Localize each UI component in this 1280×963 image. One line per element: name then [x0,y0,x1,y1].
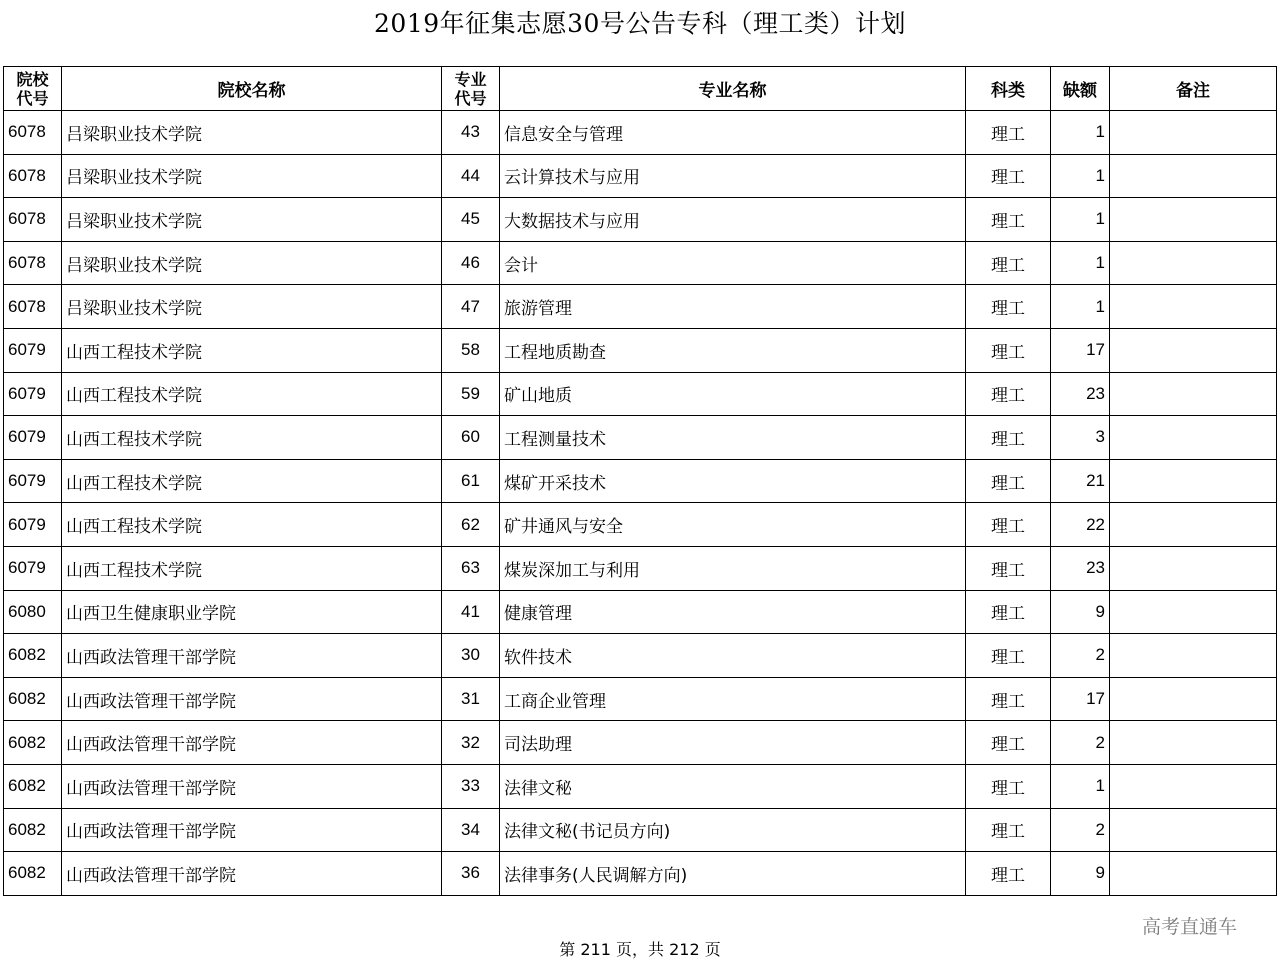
cell-school-code: 6079 [4,503,62,547]
cell-major-name: 信息安全与管理 [500,111,966,155]
watermark-text: 高考直通车 [1142,916,1238,938]
cell-major-code: 58 [442,328,500,372]
cell-major-code: 32 [442,721,500,765]
cell-category: 理工 [966,285,1051,329]
cell-major-name: 法律事务(人民调解方向) [500,852,966,896]
cell-school-code: 6082 [4,634,62,678]
table-row [4,852,1277,896]
cell-remarks [1110,764,1277,808]
cell-remarks [1110,416,1277,460]
cell-school-code: 6078 [4,111,62,155]
cell-major-name: 矿山地质 [500,372,966,416]
cell-quota: 1 [1051,285,1110,329]
cell-school-code: 6078 [4,241,62,285]
cell-major-name: 旅游管理 [500,285,966,329]
table-row [4,721,1277,765]
cell-school-code: 6080 [4,590,62,634]
cell-quota: 9 [1051,852,1110,896]
cell-quota: 2 [1051,808,1110,852]
header-school-name: 院校名称 [62,67,442,111]
page-title: 2019年征集志愿30号公告专科（理工类）计划 [374,9,906,38]
table-row [4,111,1277,155]
cell-remarks [1110,154,1277,198]
enrollment-plan-table [3,66,1277,896]
cell-category: 理工 [966,111,1051,155]
table-row [4,198,1277,242]
cell-school-name: 吕梁职业技术学院 [62,285,442,329]
cell-major-code: 41 [442,590,500,634]
cell-remarks [1110,328,1277,372]
cell-school-name: 吕梁职业技术学院 [62,154,442,198]
cell-major-name: 工商企业管理 [500,677,966,721]
cell-quota: 1 [1051,198,1110,242]
cell-school-name: 山西卫生健康职业学院 [62,590,442,634]
cell-category: 理工 [966,328,1051,372]
cell-school-code: 6078 [4,198,62,242]
cell-category: 理工 [966,721,1051,765]
cell-major-name: 煤炭深加工与利用 [500,546,966,590]
header-major-code: 专业 代号 [442,67,500,111]
cell-school-name: 山西政法管理干部学院 [62,852,442,896]
cell-remarks [1110,198,1277,242]
cell-quota: 1 [1051,764,1110,808]
header-quota: 缺额 [1051,67,1110,111]
cell-major-name: 会计 [500,241,966,285]
cell-major-code: 46 [442,241,500,285]
cell-category: 理工 [966,503,1051,547]
cell-quota: 17 [1051,328,1110,372]
table-row [4,590,1277,634]
cell-school-name: 山西政法管理干部学院 [62,634,442,678]
table-row [4,372,1277,416]
cell-school-code: 6079 [4,459,62,503]
cell-quota: 23 [1051,546,1110,590]
cell-major-code: 43 [442,111,500,155]
cell-school-name: 山西政法管理干部学院 [62,808,442,852]
cell-category: 理工 [966,372,1051,416]
table-row [4,764,1277,808]
cell-school-code: 6078 [4,285,62,329]
cell-major-code: 63 [442,546,500,590]
cell-major-code: 44 [442,154,500,198]
cell-school-code: 6079 [4,372,62,416]
cell-school-name: 山西工程技术学院 [62,503,442,547]
cell-major-name: 法律文秘(书记员方向) [500,808,966,852]
cell-major-code: 62 [442,503,500,547]
cell-category: 理工 [966,634,1051,678]
cell-quota: 2 [1051,634,1110,678]
cell-remarks [1110,590,1277,634]
table-row [4,328,1277,372]
cell-remarks [1110,677,1277,721]
cell-remarks [1110,852,1277,896]
header-remarks: 备注 [1110,67,1277,111]
cell-major-name: 司法助理 [500,721,966,765]
cell-school-name: 吕梁职业技术学院 [62,111,442,155]
cell-school-code: 6082 [4,852,62,896]
cell-category: 理工 [966,198,1051,242]
cell-remarks [1110,285,1277,329]
cell-school-code: 6079 [4,416,62,460]
cell-remarks [1110,503,1277,547]
cell-quota: 1 [1051,154,1110,198]
table-row [4,459,1277,503]
cell-remarks [1110,634,1277,678]
cell-school-code: 6082 [4,677,62,721]
cell-quota: 1 [1051,241,1110,285]
cell-major-code: 60 [442,416,500,460]
cell-school-code: 6078 [4,154,62,198]
cell-remarks [1110,546,1277,590]
cell-school-code: 6079 [4,546,62,590]
cell-school-code: 6082 [4,808,62,852]
cell-school-name: 吕梁职业技术学院 [62,198,442,242]
cell-school-name: 山西政法管理干部学院 [62,721,442,765]
cell-remarks [1110,241,1277,285]
cell-remarks [1110,372,1277,416]
cell-category: 理工 [966,546,1051,590]
cell-major-name: 工程测量技术 [500,416,966,460]
cell-remarks [1110,808,1277,852]
cell-remarks [1110,459,1277,503]
cell-major-name: 煤矿开采技术 [500,459,966,503]
cell-school-name: 山西工程技术学院 [62,328,442,372]
cell-major-code: 45 [442,198,500,242]
table-body [4,111,1277,896]
cell-category: 理工 [966,764,1051,808]
header-category: 科类 [966,67,1051,111]
cell-school-code: 6082 [4,721,62,765]
cell-major-code: 30 [442,634,500,678]
table-row [4,677,1277,721]
cell-major-name: 矿井通风与安全 [500,503,966,547]
cell-school-name: 山西工程技术学院 [62,416,442,460]
cell-major-name: 软件技术 [500,634,966,678]
cell-major-code: 33 [442,764,500,808]
header-school-code: 院校 代号 [4,67,62,111]
cell-category: 理工 [966,590,1051,634]
cell-category: 理工 [966,808,1051,852]
cell-remarks [1110,721,1277,765]
cell-major-code: 34 [442,808,500,852]
table-row [4,285,1277,329]
cell-category: 理工 [966,154,1051,198]
cell-category: 理工 [966,852,1051,896]
cell-major-code: 36 [442,852,500,896]
cell-quota: 9 [1051,590,1110,634]
cell-quota: 2 [1051,721,1110,765]
cell-school-name: 山西政法管理干部学院 [62,677,442,721]
cell-category: 理工 [966,416,1051,460]
cell-major-name: 大数据技术与应用 [500,198,966,242]
cell-school-name: 山西政法管理干部学院 [62,764,442,808]
table-row [4,241,1277,285]
cell-quota: 1 [1051,111,1110,155]
cell-quota: 23 [1051,372,1110,416]
table-header-row [4,67,1277,111]
cell-major-code: 61 [442,459,500,503]
cell-quota: 3 [1051,416,1110,460]
cell-school-code: 6079 [4,328,62,372]
table-row [4,546,1277,590]
cell-category: 理工 [966,677,1051,721]
header-major-name: 专业名称 [500,67,966,111]
cell-category: 理工 [966,459,1051,503]
cell-major-code: 47 [442,285,500,329]
table-row [4,154,1277,198]
cell-major-code: 59 [442,372,500,416]
cell-school-code: 6082 [4,764,62,808]
cell-quota: 21 [1051,459,1110,503]
table-row [4,634,1277,678]
table-row [4,416,1277,460]
cell-major-name: 工程地质勘查 [500,328,966,372]
cell-major-name: 法律文秘 [500,764,966,808]
page-footer: 第 211 页，共 212 页 [559,940,721,959]
table-row [4,503,1277,547]
cell-major-name: 云计算技术与应用 [500,154,966,198]
cell-school-name: 山西工程技术学院 [62,372,442,416]
cell-major-code: 31 [442,677,500,721]
cell-major-name: 健康管理 [500,590,966,634]
cell-remarks [1110,111,1277,155]
cell-quota: 17 [1051,677,1110,721]
table-row [4,808,1277,852]
cell-school-name: 山西工程技术学院 [62,546,442,590]
cell-quota: 22 [1051,503,1110,547]
cell-school-name: 山西工程技术学院 [62,459,442,503]
cell-school-name: 吕梁职业技术学院 [62,241,442,285]
cell-category: 理工 [966,241,1051,285]
